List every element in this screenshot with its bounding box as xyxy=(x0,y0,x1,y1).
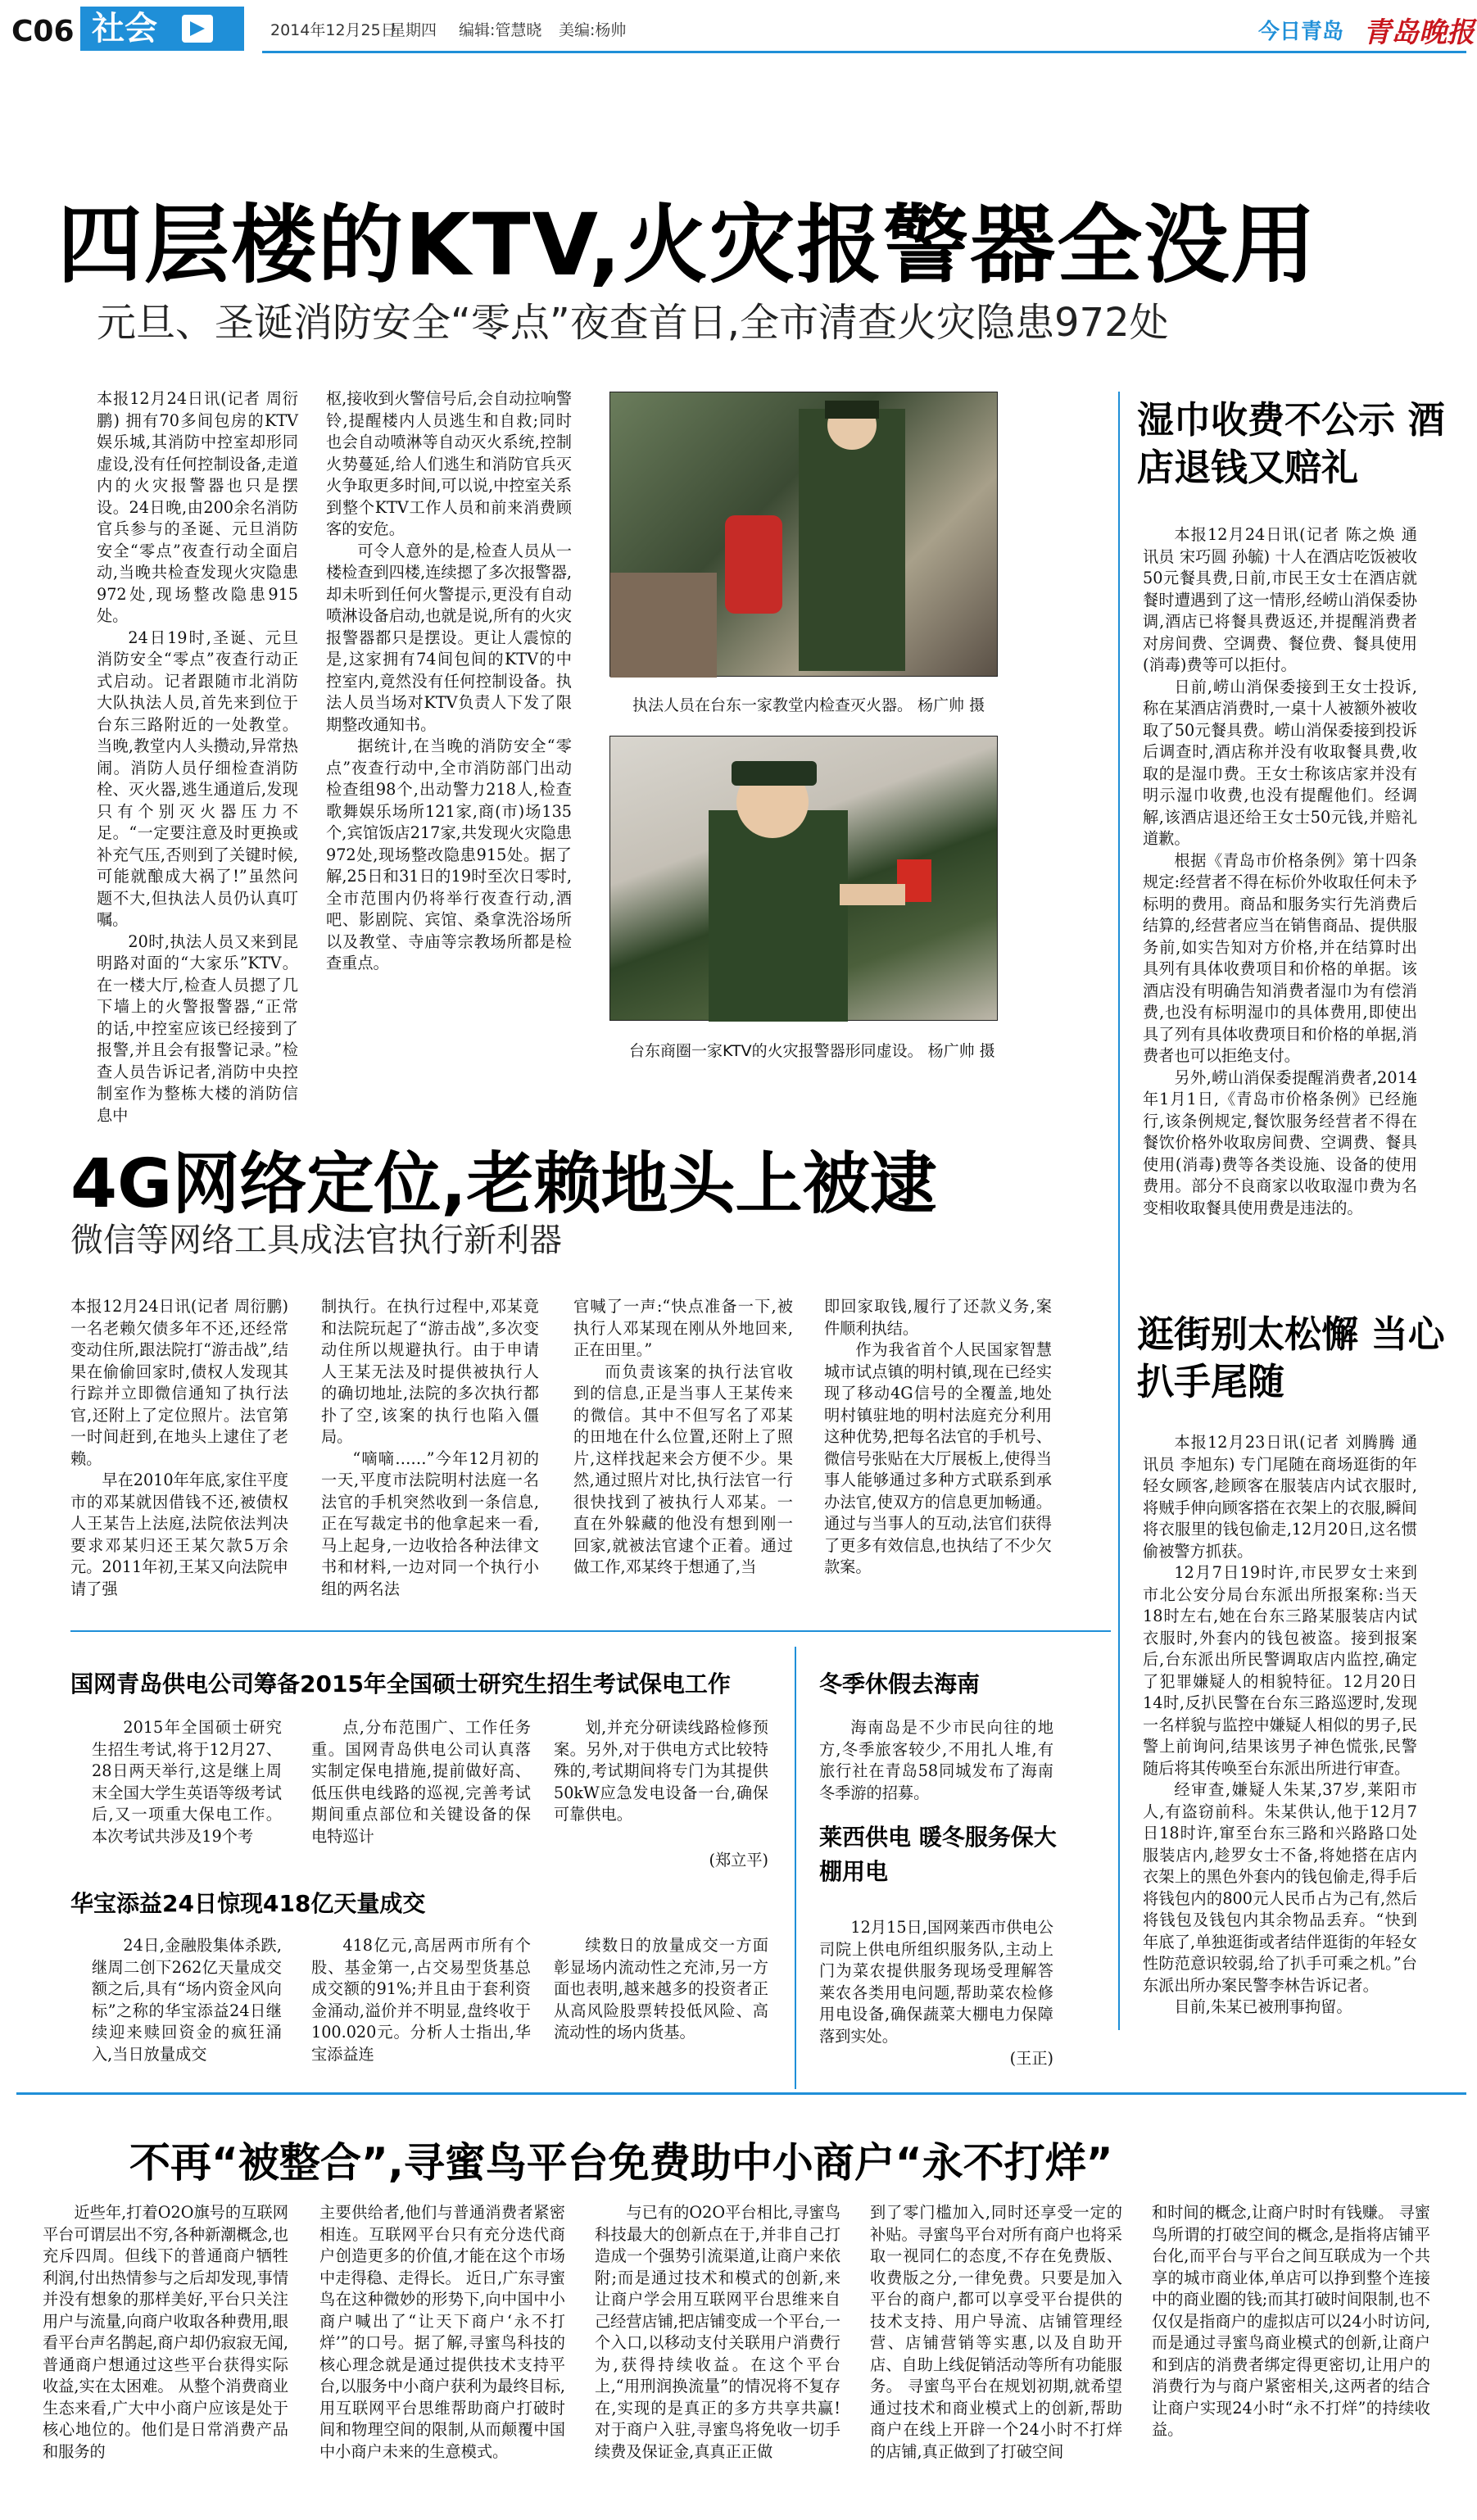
4g-paragraph: 即回家取钱,履行了还款义务,案件顺利执结。 xyxy=(824,1297,1052,1338)
huaxia-paragraph: 续数日的放量成交一方面彰显场内流动性之充沛,另一方面也表明,越来越多的投资者正从高风险股票转投低风险、高流动性的场内货基。 xyxy=(554,1936,768,2042)
4g-paragraph: 制执行。在执行过程中,邓某竟和法院玩起了“游击战”,多次变动住所以规避执行。由于申请人王某无法及时提供被执行人的确切地址,法院的多次执行都扑了空,该案的执行也陷入僵局。 xyxy=(321,1297,539,1446)
issue-weekday: 星期四 xyxy=(390,21,437,39)
shopping-paragraph: 12月7日19时许,市民罗女士来到市北公安分局台东派出所报案称:当天18时左右,她在台东三路某服装店内试衣服时,外套内的钱包被盗。接到报案后,台东派出所民警调取店内监控,确定了犯罪嫌疑人的相貌特征。12月20日14时,反扒民警在台东三路巡逻时,发现一名样貌与监控中嫌疑人相似的男子,民警上前询问,结果该男子神色慌张,民警随后将其传唤至台东派出所进行审查。 xyxy=(1143,1563,1417,1778)
4g-column-2 xyxy=(321,1296,539,1611)
briefs-divider xyxy=(795,1647,796,2089)
issue-date: 2014年12月25日 xyxy=(270,21,396,39)
section-arrow-icon xyxy=(182,15,213,43)
towel-paragraph: 另外,崂山消保委提醒消费者,2014年1月1日,《青岛市价格条例》已经施行,该条例规定,餐饮服务经营者不得在餐饮价格外收取房间费、空调费、餐具使用(消毒)费等各类设施、设备的使用费用。部分不良商家以收取湿巾费为名变相收取餐具使用费是违法的。 xyxy=(1143,1067,1417,1217)
laixi-signoff: (王正) xyxy=(1009,2049,1053,2068)
4g-subheadline: 微信等网络工具成法官执行新利器 xyxy=(70,1221,562,1259)
huaxia-paragraph: 418亿元,高居两市所有个股、基金第一,占交易型货基总成交额的91%;并且由于套利资金涌动,溢价并不明显,盘终收于100.020元。分析人士指出,华宝添益连 xyxy=(311,1936,531,2064)
bottom-paragraph: 近些年,打着O2O旗号的互联网平台可谓层出不穷,各种新潮概念,也充斥四周。但线下的普通商户牺牲利润,付出热情参与之后却发现,事情并没有想象的那样美好,平台只关注用户与流量,向商户收取各种费用,眼看平台声名鹊起,商户却仍寂寂无闻,普通商户想通过这些平台获得实际收益,实在太困难。 从整个消费商业生态来看,广大中小商户应该是处于核心地位的。他们是日常消费产品和服务的 xyxy=(43,2203,289,2461)
brand-section-name: 今日青岛 xyxy=(1258,20,1344,44)
section-label: 社会 xyxy=(80,7,244,51)
4g-paragraph: 官喊了一声:“快点准备一下,被执行人邓某现在刚从外地回来,正在田里。” xyxy=(573,1297,793,1359)
audience xyxy=(610,573,717,678)
power-paragraph: 2015年全国硕士研究生招生考试,将于12月27、28日两天举行,这是继上周末全国大学生英语等级考试后,又一项重大保电工作。本次考试共涉及19个考 xyxy=(92,1718,282,1846)
4g-headline: 4G网络定位,老赖地头上被逮 xyxy=(70,1145,937,1223)
towel-headline: 湿巾收费不公示 酒店退钱又赔礼 xyxy=(1137,398,1445,489)
lead-subheadline: 元旦、圣诞消防安全“零点”夜查首日,全市清查火灾隐患972处 xyxy=(97,300,1169,346)
huaxia-col-2 xyxy=(311,1935,531,2087)
lead-paragraph: 24日19时,圣诞、元旦消防安全“零点”夜查行动正式启动。记者跟随市北消防大队执法人员,首先来到位于台东三路附近的一处教堂。当晚,教堂内人头攒动,异常热闹。消防人员仔细检查消防栓、灭火器,逃生通道后,发现只有个别灭火器压力不足。“一定要注意及时更换或补充气压,否则到了关键时候,可能就酿成大祸了!”虽然问题不大,但执法人员仍认真叮嘱。 xyxy=(97,628,298,929)
photo-inspection xyxy=(609,392,998,677)
officer-cap xyxy=(825,401,879,419)
power-col-2 xyxy=(311,1717,531,1870)
4g-paragraph: 作为我省首个人民国家智慧城市试点镇的明村镇,现在已经实现了移动4G信号的全覆盖,地处明村镇驻地的明村法庭充分利用这种优势,把每名法官的手机号、微信号张贴在大厅展板上,使得当事人能够通过多种方式联系到承办法官,使双方的信息更加畅通。通过与当事人的互动,法官们获得了更多有效信息,也执结了不少欠款案。 xyxy=(824,1340,1052,1576)
power-paragraph: 划,并充分研读线路检修预案。另外,对于供电方式比较特殊的,考试期间将专门为其提供50kW应急发电设备一台,确保可靠供电。 xyxy=(554,1718,768,1824)
power-col-3 xyxy=(554,1717,768,1848)
bottom-column-5 xyxy=(1152,2202,1430,2520)
huaxia-headline: 华宝添益24日惊现418亿天量成交 xyxy=(70,1890,426,1917)
bottom-column-1 xyxy=(43,2202,288,2520)
winter-headline: 冬季休假去海南 xyxy=(819,1670,981,1697)
lead-column-1 xyxy=(97,388,298,1125)
bottom-headline: 不再“被整合”,寻蜜鸟平台免费助中小商户“永不打烊” xyxy=(129,2139,1113,2187)
photo-inspection-art xyxy=(610,392,999,678)
winter-body xyxy=(819,1717,1053,1832)
4g-column-3 xyxy=(573,1296,793,1611)
power-col-1 xyxy=(92,1717,282,1870)
sidebar-divider xyxy=(1118,392,1120,2030)
power-paragraph: 点,分布范围广、工作任务重。国网青岛供电公司认真落实制定保电措施,提前做好高、低压供电线路的巡视,完善考试期间重点部位和关键设备的保电特巡计 xyxy=(311,1718,531,1846)
laixi-headline: 莱西供电 暖冬服务保大棚用电 xyxy=(819,1824,1057,1885)
officer-figure xyxy=(709,810,848,1022)
bottom-column-2 xyxy=(319,2202,565,2520)
shopping-paragraph: 本报12月23日讯(记者 刘腾腾 通讯员 李旭东) 专门尾随在商场逛街的年轻女顾客,趁顾客在服装店内试衣服时,将贼手伸向顾客搭在衣架上的衣服,瞬间将衣服里的钱包偷走,12月20日,这名惯偷被警方抓获。 xyxy=(1143,1433,1417,1561)
officer-hand xyxy=(840,884,905,905)
photo-inspection-caption: 执法人员在台东一家教堂内检查灭火器。 杨广帅 摄 xyxy=(632,696,985,714)
bottom-column-3 xyxy=(595,2202,840,2520)
4g-paragraph: 本报12月24日讯(记者 周衍鹏) 一名老赖欠债多年不还,还经常变动住所,跟法院打“游击战”,结果在偷偷回家时,债权人发现其行踪并立即微信通知了执行法官,还附上了定位照片。法官第一时间赶到,在地头上逮住了老赖。 xyxy=(70,1297,288,1468)
4g-paragraph: “嘀嘀……”今年12月初的一天,平度市法院明村法庭一名法官的手机突然收到一条信息,正在写裁定书的他拿起来一看,马上起身,一边收拾各种法律文书和材料,一边对同一个执行小组的两名法 xyxy=(321,1448,539,1598)
bottom-paragraph: 和时间的概念,让商户时时有钱赚。 寻蜜鸟所谓的打破空间的概念,是指将店铺平台化,而平台与平台之间互联成为一个共享的城市商业体,单店可以挣到整个连接中的商业圈的钱;而其打破时间限制,也不仅仅是指商户的虚拟店可以24小时访问,而是通过寻蜜鸟商业模式的创新,让商户和到店的消费者绑定得更密切,让用户的消费行为与商户紧密相关,这两者的结合让商户实现24小时“永不打烊”的持续收益。 xyxy=(1152,2203,1430,2439)
huaxia-col-3 xyxy=(554,1935,768,2087)
towel-paragraph: 根据《青岛市价格条例》第十四条规定:经营者不得在标价外收取任何未予标明的费用。商品和服务实行先消费后结算的,经营者应当在销售商品、提供服务前,如实告知对方价格,并在结算时出具列有具体收费项目和价格的单据。该酒店没有明确告知消费者湿巾为有偿消费,也没有标明湿巾的具体费用,即使出具了列有具体收费项目和价格的单据,消费者也可以拒绝支付。 xyxy=(1143,850,1417,1065)
towel-body xyxy=(1143,524,1417,1217)
4g-paragraph: 早在2010年年底,家住平度市的邓某就因借钱不还,被债权人王某告上法庭,法院依法判决要求邓某归还王某欠款5万余元。2011年初,王某又向法院申请了强 xyxy=(70,1471,289,1598)
page-number: C06 xyxy=(11,15,75,48)
winter-paragraph: 海南岛是不少市民向往的地方,冬季旅客较少,不用扎人堆,有旅行社在青岛58同城发布了海南冬季游的招募。 xyxy=(819,1718,1053,1802)
extinguisher xyxy=(725,515,782,614)
bottom-paragraph: 与已有的O2O平台相比,寻蜜鸟科技最大的创新点在于,并非自己打造成一个强势引流渠道,让商户来依附;而是通过技术和模式的创新,来让商户学会用互联网平台思维来自己经营店铺,把店铺变成一个平台,一个入口,以移动支付关联用户消费行为,获得持续收益。在这个平台上,“用刑润换流量”的情况将不复存在,实现的是真正的多方共享共赢! 对于商户入驻,寻蜜鸟将免收一切手续费及保证金,真真正正做 xyxy=(595,2203,841,2461)
laixi-paragraph: 12月15日,国网莱西市供电公司院上供电所组织服务队,主动上门为菜农提供服务现场受理解答莱农各类用电问题,帮助菜农检修用电设备,确保蔬菜大棚电力保障落到实处。 xyxy=(819,1918,1053,2046)
bottom-paragraph: 到了零门槛加入,同时还享受一定的补贴。寻蜜鸟平台对所有商户也将采取一视同仁的态度,不存在免费版、收费版之分,一律免费。只要是加入平台的商户,都可以享受平台提供的技术支持、用户导流、店铺管理经营、店铺营销等实惠,以及自助开店、自助上线促销活动等所有功能服务。 寻蜜鸟平台在规划初期,就希望通过技术和商业模式上的创新,帮助商户在线上开辟一个24小时不打烊的店铺,真正做到了打破空间 xyxy=(870,2203,1122,2461)
photo-alarm xyxy=(609,736,998,1021)
lead-paragraph: 本报12月24日讯(记者 周衍鹏) 拥有70多间包房的KTV娱乐城,其消防中控室却形同虚设,没有任何控制设备,走道内的火灾报警器也只是摆设。24日晚,由200余名消防官兵参与的圣诞、元旦消防安全“零点”夜查行动全面启动,当晚共检查发现火灾隐患972处,现场整改隐患915处。 xyxy=(97,389,298,625)
lead-paragraph: 可令人意外的是,检查人员从一楼检查到四楼,连续摁了多次报警器,却未听到任何火警提示,更没有自动喷淋设备启动,也就是说,所有的火灾报警器都只是摆设。更让人震惊的是,这家拥有74间包间的KTV的中控室内,竟然没有任何控制设备。执法人员当场对KTV负责人下发了限期整改通知书。 xyxy=(326,541,573,734)
designer-credit: 美编:杨帅 xyxy=(559,21,627,39)
newspaper-logo: 青岛晚报 xyxy=(1363,16,1475,49)
officer-cap xyxy=(732,761,817,786)
shopping-body xyxy=(1143,1432,1417,2079)
shopping-paragraph: 经审查,嫌疑人朱某,37岁,莱阳市人,有盗窃前科。朱某供认,他于12月7日18时许,窜至台东三路和兴路路口处服装店内,趁罗女士不备,将她搭在店内衣架上的黑色外套内的钱包偷走,得手后将钱包内的800元人民币占为己有,然后将钱包及钱包内其余物品丢弃。“快到年底了,单独逛街或者结伴逛街的年轻女性防范意识较弱,给了扒手可乘之机。”台东派出所办案民警李林告诉记者。 xyxy=(1143,1780,1417,1995)
towel-paragraph: 日前,崂山消保委接到王女士投诉,称在某酒店消费时,一桌十人被额外被收取了50元餐具费。崂山消保委接到投诉后调查时,酒店称并没有收取餐具费,收取的是湿巾费。王女士称该店家并没有明示湿巾收费,也没有提醒他们。经调解,该酒店退还给王女士50元钱,并赔礼道歉。 xyxy=(1143,677,1417,848)
lead-headline: 四层楼的KTV,火灾报警器全没用 xyxy=(57,195,1318,295)
lead-paragraph: 20时,执法人员又来到昆明路对面的“大家乐”KTV。在一楼大厅,检查人员摁了几下墙上的火警报警器,“正常的话,中控室应该已经接到了报警,并且会有报警记录。”检查人员告诉记者,消防中央控制室作为整栋大楼的消防信息中 xyxy=(97,931,298,1125)
briefs-top-rule xyxy=(70,1630,1111,1632)
photo-alarm-caption: 台东商圈一家KTV的火灾报警器形同虚设。 杨广帅 摄 xyxy=(629,1042,995,1060)
4g-paragraph: 而负责该案的执行法官收到的信息,正是当事人王某传来的微信。其中不但写名了邓某的田地在什么位置,还附上了照片,这样找起来会方便不少。果然,通过照片对比,执行法官一行很快找到了被执行人邓某。一直在外躲藏的他没有想到刚一回家,就被法官逮个正着。通过做工作,邓某终于想通了,当 xyxy=(573,1362,793,1576)
bottom-paragraph: 主要供给者,他们与普通消费者紧密相连。互联网平台只有充分迭代商户创造更多的价值,才能在这个市场中走得稳、走得长。 近日,广东寻蜜鸟在这种微妙的形势下,向中国中小商户喊出了“让天下商户‘永不打烊’”的口号。据了解,寻蜜鸟科技的核心理念就是通过提供技术支持平台,以服务中小商户获利为最终目标,用互联网平台思维帮助商户打破时间和物理空间的限制,从而颠覆中国中小商户未来的生意模式。 xyxy=(319,2203,566,2461)
huaxia-paragraph: 24日,金融股集体杀跌,继周二创下262亿天量成交额之后,具有“场内资金风向标”之称的华宝添益24日继续迎来赎回资金的疯狂涌入,当日放量成交 xyxy=(92,1936,282,2064)
lead-paragraph: 据统计,在当晚的消防安全“零点”夜查行动中,全市消防部门出动检查组98个,出动警力218人,检查歌舞娱乐场所121家,商(市)场135个,宾馆饭店217家,共发现火灾隐患972处,现场整改隐患915处。据了解,25日和31日的19时至次日零时,全市范围内仍将举行夜查行动,酒吧、影剧院、宾馆、桑拿洗浴场所以及教堂、寺庙等宗教场所都是检查重点。 xyxy=(326,737,572,972)
power-signoff: (郑立平) xyxy=(709,1851,768,1870)
power-headline: 国网青岛供电公司筹备2015年全国硕士研究生招生考试保电工作 xyxy=(70,1670,731,1697)
photo-alarm-art xyxy=(610,737,999,1022)
bottom-column-4 xyxy=(870,2202,1122,2520)
header-rule xyxy=(262,51,1466,53)
towel-paragraph: 本报12月24日讯(记者 陈之焕 通讯员 宋巧圆 孙毓) 十人在酒店吃饭被收50元餐具费,日前,市民王女士在酒店就餐时遭遇到了这一情形,经崂山消保委协调,酒店已将餐具费返还,并提醒消费者对房间费、空调费、餐位费、餐具使用(消毒)费等可以拒付。 xyxy=(1143,525,1417,674)
lead-column-2 xyxy=(326,388,572,1117)
editor-credit: 编辑:管慧晓 xyxy=(459,21,542,39)
4g-column-1 xyxy=(70,1296,288,1611)
huaxia-col-1 xyxy=(92,1935,282,2087)
shopping-headline: 逛街别太松懈 当心扒手尾随 xyxy=(1137,1312,1445,1403)
4g-column-4 xyxy=(824,1296,1052,1611)
lead-paragraph: 枢,接收到火警信号后,会自动拉响警铃,提醒楼内人员逃生和自救;同时也会自动喷淋等自动灭火系统,控制火势蔓延,给人们逃生和消防官兵灭火争取更多时间,可以说,中控室关系到整个KTV工作人员和前来消费顾客的安危。 xyxy=(326,389,573,538)
bottom-rule xyxy=(16,2092,1466,2095)
shopping-paragraph: 目前,朱某已被刑事拘留。 xyxy=(1174,1997,1352,2016)
